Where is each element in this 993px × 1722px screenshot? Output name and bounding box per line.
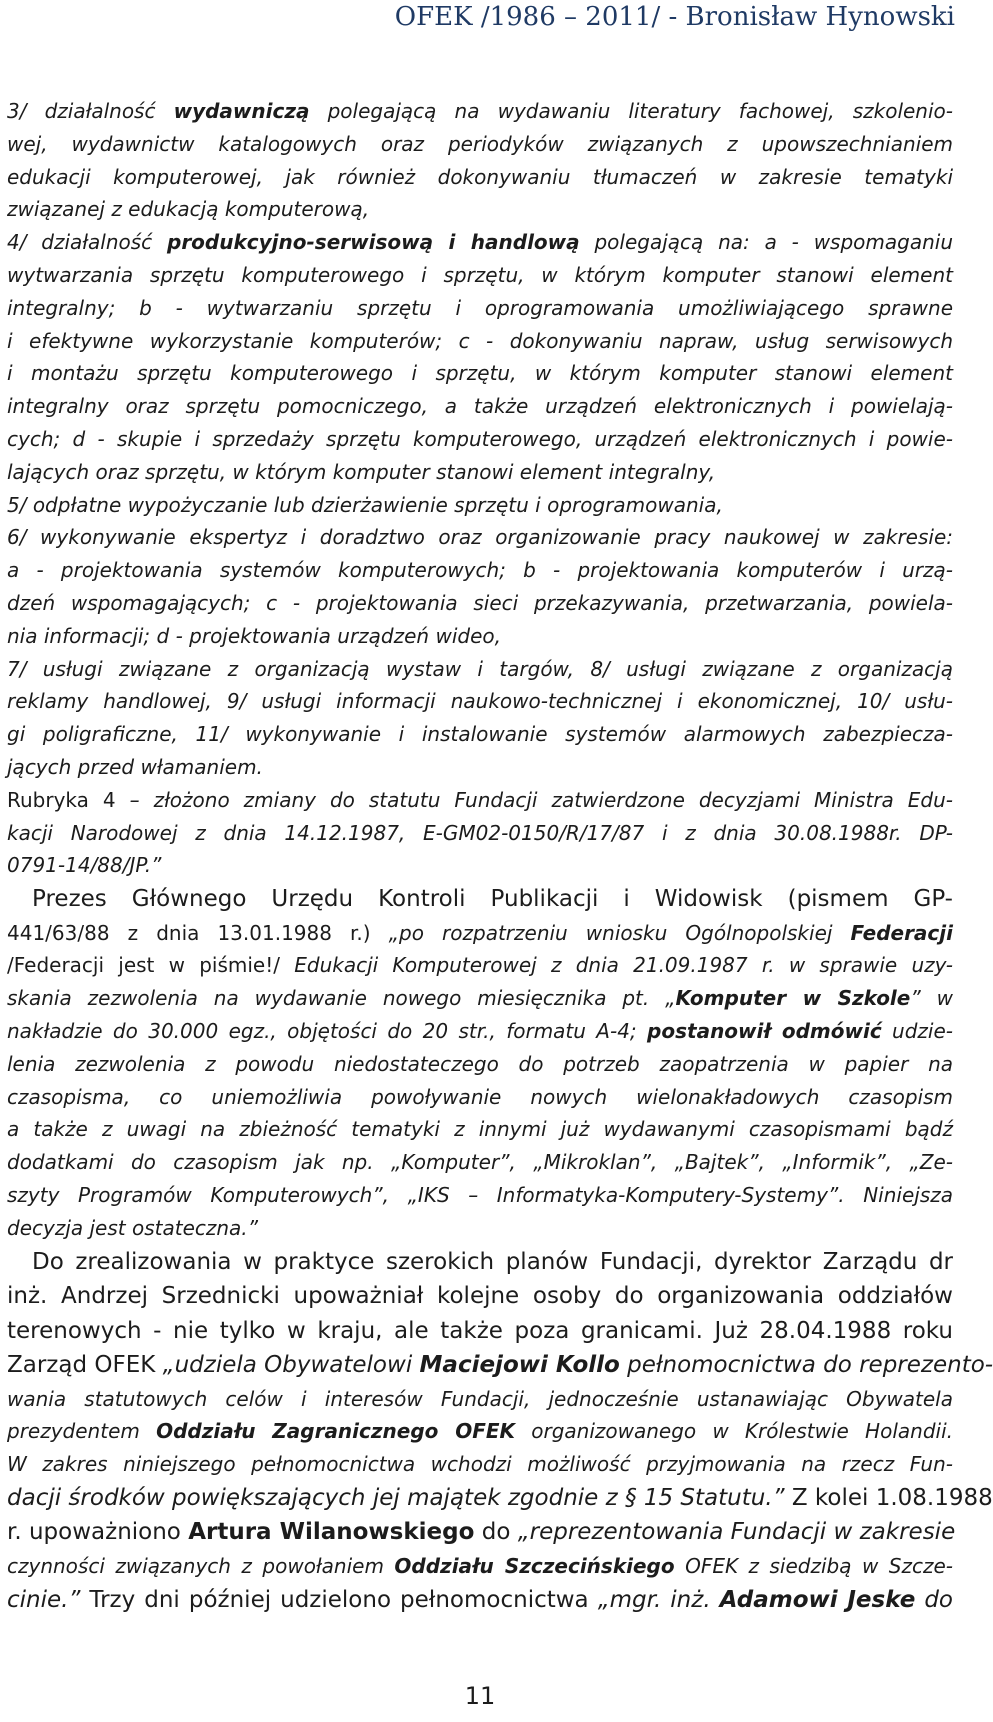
text-run: jących przed włamaniem. [7, 754, 263, 779]
text-line [7, 292, 953, 325]
text-line [7, 1383, 953, 1416]
text-run: „mgr. inż. [597, 1586, 720, 1613]
text-line [7, 1481, 993, 1516]
text-run: a także z uwagi na zbieżność tematyki z innymi już wydawanymi czasopismami bądź [7, 1117, 953, 1142]
text-run: decyzja jest ostateczna.” [7, 1215, 259, 1240]
text-run: dacji środków powiększających jej majątek zgodnie z § 15 Statutu.” [7, 1484, 792, 1511]
text-run: reklamy handlowej, 9/ usługi informacji naukowo-technicznej i ekonomicznej, 10/ usłu- [7, 689, 953, 714]
text-run: polegającą na wydawaniu literatury fachowej, szkolenio- [309, 99, 953, 123]
text-line [7, 1179, 953, 1212]
text-run: wania statutowych celów i interesów Fundacji, jednocześnie ustanawiając Obywatela [7, 1386, 953, 1411]
text-line [7, 128, 953, 161]
text-run: Z kolei 1.08.1988 [791, 1484, 993, 1511]
text-line [7, 423, 953, 456]
text-line [7, 1245, 953, 1280]
text-run: czasopisma, co uniemożliwia powoływanie nowych wielonakładowych czasopism [7, 1084, 953, 1109]
text-run: lających oraz sprzętu, w którym komputer stanowi element integralny, [7, 459, 716, 484]
text-run: 0791-14/88/JP.” [7, 853, 162, 878]
text-line [7, 1415, 953, 1448]
text-line [7, 1113, 953, 1146]
text-run: r. upoważniono [7, 1519, 189, 1546]
text-run: dodatkami do czasopism jak np. „Komputer”, „Mikroklan”, „Bajtek”, „Informik”, „Ze- [7, 1150, 953, 1175]
text-line [7, 1448, 953, 1481]
text-line [7, 817, 953, 850]
text-line [7, 325, 953, 358]
text-run: Oddziału Zagranicznego OFEK [156, 1419, 516, 1444]
text-line [7, 95, 953, 128]
text-run: nia informacji; d - projektowania urządzeń wideo, [7, 623, 501, 648]
text-run: cych; d - skupie i sprzedaży sprzętu komputerowego, urządzeń elektronicznych i powie- [7, 426, 953, 451]
text-run: 4/ działalność [7, 230, 167, 255]
text-run: „udziela Obywatelowi [162, 1352, 420, 1379]
text-run: do [915, 1586, 953, 1613]
text-run: W zakres niniejszego pełnomocnictwa wchodzi możliwość przyjmowania na rzecz Fun- [7, 1452, 953, 1477]
text-run: Trzy dni później udzielono pełnomocnictwa [89, 1586, 598, 1613]
text-run: 441/63/88 z dnia 13.01.1988 r.) [7, 920, 389, 945]
text-run: Edukacji Komputerowej z dnia 21.09.1987 r. w sprawie uzy- [294, 953, 953, 978]
text-run: 7/ usługi związane z organizacją wystaw i targów, 8/ usługi związane z organizacją [7, 656, 953, 681]
text-line [7, 357, 953, 390]
text-line [7, 917, 953, 950]
text-run: i efektywne wykorzystanie komputerów; c - dokonywaniu napraw, usług serwisowych [7, 328, 953, 353]
text-line [7, 521, 953, 554]
text-run: Prezes Głównego Urzędu Kontroli Publikacji i Widowisk (pismem GP- [32, 886, 953, 913]
text-run: Maciejowi Kollo [419, 1352, 620, 1379]
text-line [7, 1515, 956, 1550]
text-line [7, 1583, 953, 1618]
text-run: wej, wydawnictw katalogowych oraz periodyków związanych z upowszechnianiem [7, 131, 953, 156]
text-run: skania zezwolenia na wydawanie nowego miesięcznika pt. „ [7, 986, 676, 1011]
text-run: gi poligraficzne, 11/ wykonywanie i instalowanie systemów alarmowych zabezpiecza- [7, 722, 953, 747]
text-line [7, 784, 953, 817]
text-run: integralny; b - wytwarzaniu sprzętu i oprogramowania umożliwiającego sprawne [7, 295, 953, 320]
text-line [7, 587, 953, 620]
text-run: wytwarzania sprzętu komputerowego i sprzętu, w którym komputer stanowi element [7, 262, 953, 287]
text-run: 6/ wykonywanie ekspertyz i doradztwo oraz organizowanie pracy naukowej w zakresie: [7, 525, 953, 550]
text-run: inż. Andrzej Srzednicki upoważniał kolejne osoby do organizowania oddziałów [7, 1283, 953, 1310]
text-run: dzeń wspomagających; c - projektowania sieci przekazywania, przetwarzania, powiela- [7, 590, 953, 615]
text-run: terenowych - nie tylko w kraju, ale także poza granicami. Już 28.04.1988 roku [7, 1317, 953, 1344]
text-run: Federacji [850, 920, 953, 945]
text-run: 3/ działalność [7, 99, 174, 123]
text-run: organizowanego w Królestwie Holandii. [515, 1419, 953, 1444]
text-run: /Federacji jest w piśmie!/ [7, 953, 295, 978]
text-run: polegającą na: a - wspomaganiu [579, 230, 954, 255]
text-run: edukacji komputerowej, jak również dokonywaniu tłumaczeń w zakresie tematyki [7, 164, 953, 189]
text-line [7, 1081, 953, 1114]
text-run: „po rozpatrzeniu wniosku Ogólnopolskiej [388, 920, 851, 945]
text-run: produkcyjno-serwisową i handlową [167, 230, 580, 255]
text-run: czynności związanych z powołaniem [7, 1553, 395, 1578]
text-run: „reprezentowania Fundacji w zakresie [517, 1519, 956, 1546]
running-header-title: OFEK /1986 – 2011/ - Bronisław Hynowski [394, 2, 955, 32]
text-run: pełnomocnictwa do reprezento- [619, 1352, 993, 1379]
text-run: Do zrealizowania w praktyce szerokich planów Fundacji, dyrektor Zarządu dr [32, 1248, 953, 1275]
text-run: ” w [910, 986, 953, 1011]
text-line [7, 882, 953, 917]
text-line [7, 718, 953, 751]
text-line [7, 751, 953, 784]
text-line [7, 1314, 953, 1349]
text-line [7, 390, 953, 423]
text-run: kacji Narodowej z dnia 14.12.1987, E-GM02-0150/R/17/87 i z dnia 30.08.1988r. DP- [7, 820, 953, 845]
text-line [7, 193, 953, 226]
text-line [7, 982, 953, 1015]
text-run: Komputer w Szkole [675, 986, 911, 1011]
text-run: i montażu sprzętu komputerowego i sprzętu, w którym komputer stanowi element [7, 361, 953, 386]
text-line [7, 456, 953, 489]
text-line [7, 949, 953, 982]
text-run: Zarząd OFEK [7, 1352, 163, 1379]
text-run: – złożono zmiany do statutu Fundacji zatwierdzone decyzjami Ministra Edu- [129, 787, 954, 812]
text-run: a - projektowania systemów komputerowych; b - projektowania komputerów i urzą- [7, 558, 953, 583]
text-run: do [474, 1519, 518, 1546]
page-number: 11 [464, 1682, 496, 1710]
text-run: udzie- [881, 1019, 953, 1044]
text-run: związanej z edukacją komputerową, [7, 197, 370, 222]
text-run: Rubryka 4 [7, 787, 130, 812]
text-run: wydawniczą [173, 99, 310, 123]
text-run: OFEK z siedzibą w Szcze- [674, 1553, 953, 1578]
text-line [7, 1015, 953, 1048]
text-run: cinie.” [7, 1586, 90, 1613]
text-run: szyty Programów Komputerowych”, „IKS – Informatyka-Komputery-Systemy”. Niniejsza [7, 1183, 953, 1207]
text-line [7, 685, 953, 718]
text-run: 5/ odpłatne wypożyczanie lub dzierżawienie sprzętu i oprogramowania, [7, 492, 723, 517]
text-run: integralny oraz sprzętu pomocniczego, a także urządzeń elektronicznych i powielają- [7, 394, 953, 419]
text-run: Oddziału Szczecińskiego [394, 1553, 675, 1578]
text-line [7, 259, 953, 292]
text-run: nakładzie do 30.000 egz., objętości do 20 str., formatu A-4; [7, 1019, 648, 1044]
text-line [7, 1146, 953, 1179]
text-line [7, 1550, 953, 1583]
document-body [7, 95, 993, 1617]
text-line [7, 849, 953, 882]
text-line [7, 1212, 953, 1245]
text-line [7, 489, 953, 522]
text-line [7, 620, 953, 653]
text-line [7, 161, 953, 194]
text-line [7, 554, 953, 587]
text-run: prezydentem [7, 1419, 157, 1444]
text-run: Artura Wilanowskiego [188, 1519, 475, 1546]
text-run: postanowił odmówić [647, 1019, 882, 1044]
running-header [0, 0, 960, 40]
text-run: lenia zezwolenia z powodu niedostateczego do potrzeb zaopatrzenia w papier na [7, 1051, 953, 1076]
text-line [7, 226, 953, 259]
text-line [7, 1348, 993, 1383]
text-line [7, 653, 953, 686]
text-run: Adamowi Jeske [719, 1586, 916, 1613]
text-line [7, 1279, 953, 1314]
text-line [7, 1048, 953, 1081]
